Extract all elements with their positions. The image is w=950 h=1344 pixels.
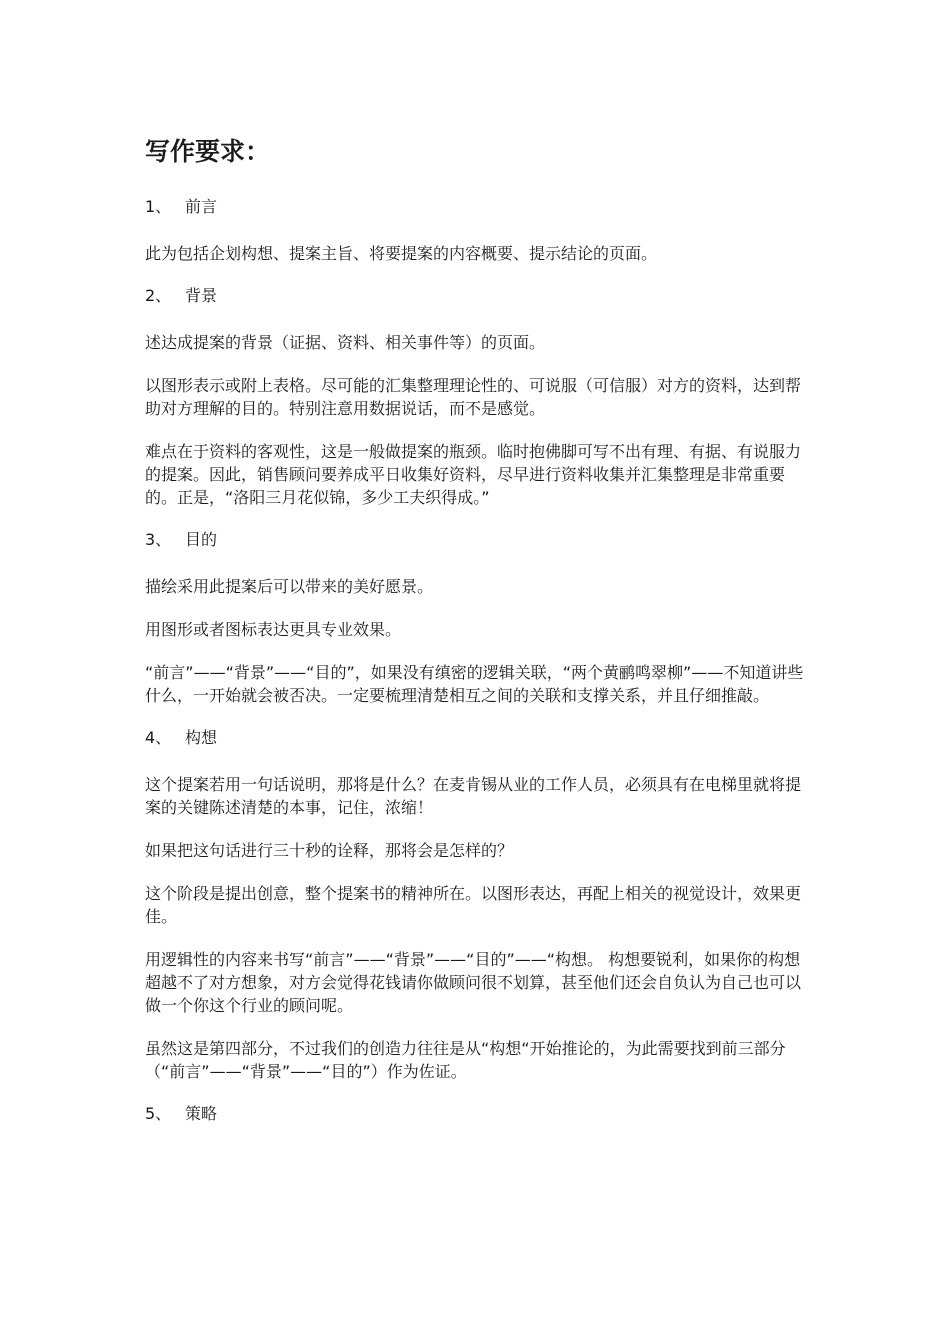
section-title: 背景 <box>185 286 218 305</box>
section-heading <box>145 1103 807 1125</box>
section-number: 3、 <box>145 530 172 549</box>
section-heading <box>145 529 807 551</box>
paragraph: 这个提案若用一句话说明，那将是什么？在麦肯锡从业的工作人员，必须具有在电梯里就将提案的关键陈述清楚的本事，记住，浓缩！ <box>145 775 802 817</box>
section-heading <box>145 196 807 218</box>
section-title: 前言 <box>185 197 218 216</box>
section-title: 策略 <box>185 1104 218 1123</box>
section-number: 4、 <box>145 728 172 747</box>
paragraph: 如果把这句话进行三十秒的诠释，那将会是怎样的？ <box>145 841 514 860</box>
paragraph: 此为包括企划构想、提案主旨、将要提案的内容概要、提示结论的页面。 <box>145 244 658 263</box>
section-number: 2、 <box>145 286 172 305</box>
paragraph: 这个阶段是提出创意，整个提案书的精神所在。以图形表达，再配上相关的视觉设计，效果更佳。 <box>145 884 802 926</box>
paragraph: 用逻辑性的内容来书写“前言”——“背景”——“目的”——“构想。 构想要锐利，如果你的构想超越不了对方想象，对方会觉得花钱请你做顾问很不划算，甚至他们还会自负认为自己也可以做一个你这个行业的顾问呢。 <box>145 950 802 1015</box>
section-heading <box>145 285 807 307</box>
paragraph: 虽然这是第四部分，不过我们的创造力往往是从“构想“开始推论的，为此需要找到前三部分（“前言”——“背景”——“目的”）作为佐证。 <box>145 1039 786 1081</box>
paragraph: 描绘采用此提案后可以带来的美好愿景。 <box>145 577 434 596</box>
section-title: 目的 <box>185 530 218 549</box>
section-number: 5、 <box>145 1104 172 1123</box>
page-title: 写作要求： <box>145 137 271 166</box>
paragraph: 用图形或者图标表达更具专业效果。 <box>145 620 402 639</box>
paragraph: 述达成提案的背景（证据、资料、相关事件等）的页面。 <box>145 333 546 352</box>
section-title: 构想 <box>185 728 218 747</box>
section-number: 1、 <box>145 197 172 216</box>
paragraph: “前言”——“背景”——“目的”，如果没有缜密的逻辑关联，“两个黄鹂鸣翠柳”——不知道讲些什么，一开始就会被否决。一定要梳理清楚相互之间的关联和支撑关系，并且仔细推敲。 <box>145 663 804 705</box>
document-body <box>145 196 807 1149</box>
section-heading <box>145 727 807 749</box>
paragraph: 以图形表示或附上表格。尽可能的汇集整理理论性的、可说服（可信服）对方的资料，达到帮助对方理解的目的。特别注意用数据说话，而不是感觉。 <box>145 376 802 418</box>
paragraph: 难点在于资料的客观性，这是一般做提案的瓶颈。临时抱佛脚可写不出有理、有据、有说服力的提案。因此，销售顾问要养成平日收集好资料，尽早进行资料收集并汇集整理是非常重要的。正是，“洛阳三月花似锦，多少工夫织得成。” <box>145 442 802 507</box>
